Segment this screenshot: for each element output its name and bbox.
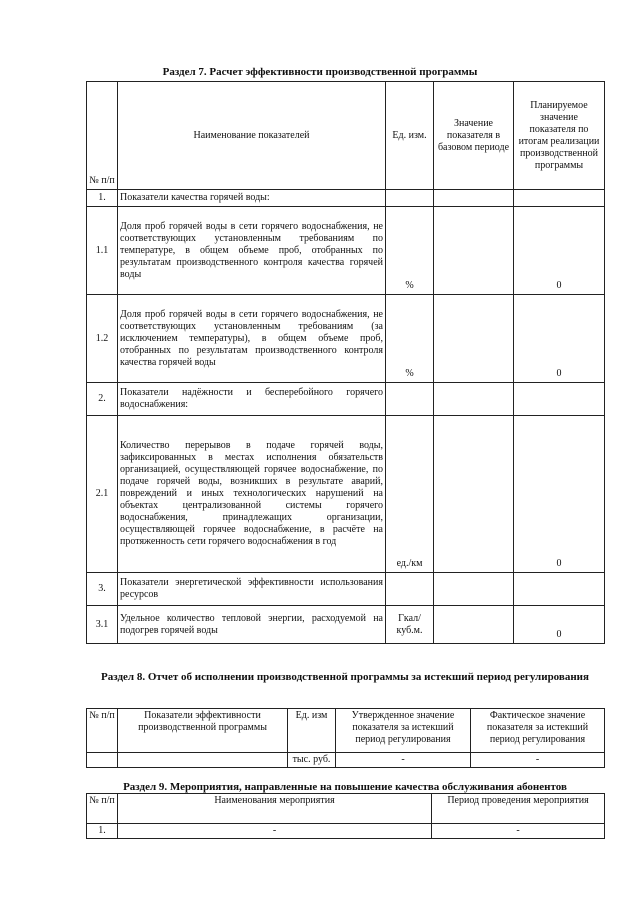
row-base xyxy=(434,207,514,295)
row-name: Доля проб горячей воды в сети горячего водоснабжения, не соответствующих установленным требованиям (за исключением температуры), в общем объеме проб, отобранных по результатам производственного контроля качества горячей воды xyxy=(118,295,386,383)
table-row xyxy=(87,295,605,383)
row-name: Количество перерывов в подаче горячей воды, зафиксированных в местах исполнения обязательств организацией, осуществляющей горячее водоснабжение, по подаче горячей воды, возникших в результате аварий, повреждений и иных технологических нарушений на объектах централизованной системы горячего водоснабжения, принадлежащих организации, осуществляющей горячее водоснабжение, в расчёте на протяженность сети горячего водоснабжения в год xyxy=(118,416,386,573)
row-unit xyxy=(386,190,434,207)
row-plan: 0 xyxy=(514,295,605,383)
header-plan: Планируемое значение показателя по итогам реализации производственной программы xyxy=(514,82,605,190)
row-num: 2. xyxy=(87,383,118,416)
row-base xyxy=(434,606,514,644)
row-unit xyxy=(386,573,434,606)
row-base xyxy=(434,416,514,573)
row-name: Удельное количество тепловой энергии, расходуемой на подогрев горячей воды xyxy=(118,606,386,644)
row-plan: 0 xyxy=(514,606,605,644)
header-num: № п/п xyxy=(87,794,118,824)
row-num: 3.1 xyxy=(87,606,118,644)
row-num: 1. xyxy=(87,190,118,207)
row-period: - xyxy=(432,824,605,839)
row-plan: 0 xyxy=(514,207,605,295)
report-table xyxy=(86,708,605,768)
table-row xyxy=(87,573,605,606)
row-num: 1.2 xyxy=(87,295,118,383)
row-unit: ед./км xyxy=(386,416,434,573)
table-header-row xyxy=(87,794,605,824)
header-num: № п/п xyxy=(87,82,118,190)
row-name: Показатели надёжности и бесперебойного горячего водоснабжения: xyxy=(118,383,386,416)
header-name: Наименование показателей xyxy=(118,82,386,190)
row-plan xyxy=(514,190,605,207)
row-num: 1.1 xyxy=(87,207,118,295)
row-plan xyxy=(514,383,605,416)
row-base xyxy=(434,295,514,383)
section-7-title: Раздел 7. Расчет эффективности производственной программы xyxy=(162,66,478,78)
activities-table xyxy=(86,793,605,839)
header-approved: Утвержденное значение показателя за истекший период регулирования xyxy=(336,709,471,753)
row-plan: 0 xyxy=(514,416,605,573)
row-num: 3. xyxy=(87,573,118,606)
row-base xyxy=(434,190,514,207)
table-row xyxy=(87,824,605,839)
row-name: Показатели энергетической эффективности использования ресурсов xyxy=(118,573,386,606)
header-name: Показатели эффективности производственной программы xyxy=(118,709,288,753)
header-name: Наименования мероприятия xyxy=(118,794,432,824)
row-name: Доля проб горячей воды в сети горячего водоснабжения, не соответствующих установленным требованиям по температуре, в общем объеме проб, отобранных по результатам производственного контроля качества горячей воды xyxy=(118,207,386,295)
row-base xyxy=(434,383,514,416)
row-num xyxy=(87,753,118,768)
row-name: Показатели качества горячей воды: xyxy=(118,190,386,207)
table-row xyxy=(87,416,605,573)
table-header-row xyxy=(87,82,605,190)
header-actual: Фактическое значение показателя за истекший период регулирования xyxy=(471,709,605,753)
row-unit: тыс. руб. xyxy=(288,753,336,768)
row-unit xyxy=(386,383,434,416)
efficiency-table xyxy=(86,81,605,644)
row-unit: % xyxy=(386,207,434,295)
row-plan xyxy=(514,573,605,606)
table-row xyxy=(87,190,605,207)
header-num: № п/п xyxy=(87,709,118,753)
row-unit: % xyxy=(386,295,434,383)
header-unit: Ед. изм xyxy=(288,709,336,753)
table-row xyxy=(87,207,605,295)
row-base xyxy=(434,573,514,606)
header-unit: Ед. изм. xyxy=(386,82,434,190)
table-row xyxy=(87,383,605,416)
row-num: 2.1 xyxy=(87,416,118,573)
table-row xyxy=(87,606,605,644)
header-period: Период проведения мероприятия xyxy=(432,794,605,824)
section-9-title: Раздел 9. Мероприятия, направленные на повышение качества обслуживания абонентов xyxy=(123,781,567,793)
row-name: - xyxy=(118,824,432,839)
row-approved: - xyxy=(336,753,471,768)
table-header-row xyxy=(87,709,605,753)
row-name xyxy=(118,753,288,768)
row-num: 1. xyxy=(87,824,118,839)
section-8-title: Раздел 8. Отчет об исполнении производственной программы за истекший период регулирования xyxy=(101,671,589,683)
table-row xyxy=(87,753,605,768)
header-base: Значение показателя в базовом периоде xyxy=(434,82,514,190)
row-actual: - xyxy=(471,753,605,768)
row-unit: Гкал/ куб.м. xyxy=(386,606,434,644)
